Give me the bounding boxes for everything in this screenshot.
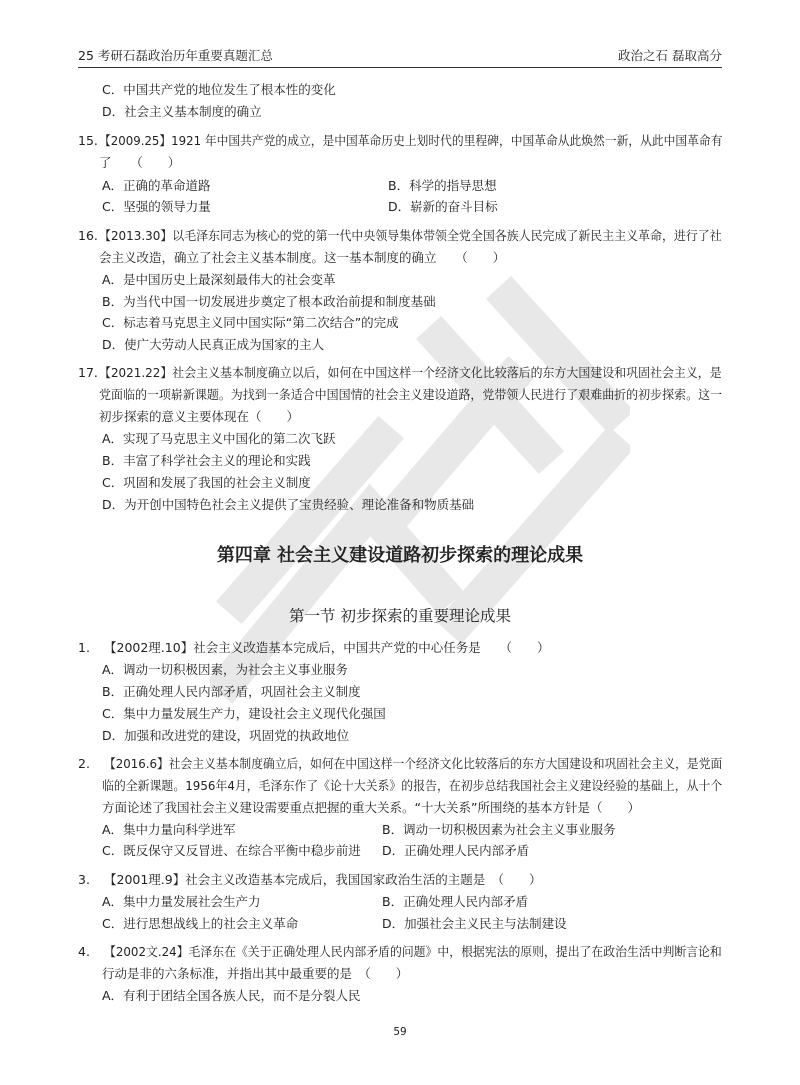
option-a: A．集中力量向科学进军 bbox=[102, 822, 236, 837]
question-number: 17. bbox=[78, 365, 98, 380]
header-title: 25 考研石磊政治历年重要真题汇总 bbox=[78, 48, 273, 63]
question-stem: 临的全新课题。1956年4月，毛泽东作了《论十大关系》的报告，在初步总结我国社会主义建设经验的基础上，从十个 bbox=[102, 778, 723, 793]
question-number: 3. bbox=[78, 872, 90, 887]
option-d: D．崭新的奋斗目标 bbox=[388, 199, 498, 214]
option-d: D．社会主义基本制度的确立 bbox=[102, 104, 262, 119]
option-a: A．集中力量发展社会生产力 bbox=[102, 894, 261, 909]
question-stem: 【2002理.10】社会主义改造基本完成后，中国共产党的中心任务是 （ ） bbox=[104, 640, 550, 655]
question-stem: 会主义改造，确立了社会主义基本制度。这一基本制度的确立 （ ） bbox=[99, 250, 506, 265]
question-stem: 了 （ ） bbox=[99, 155, 181, 170]
question-stem: 【2021.22】社会主义基本制度确立以后，如何在中国这样一个经济文化比较落后的东方大国建设和巩固社会主义，是 bbox=[99, 365, 722, 380]
question-stem: 【2001理.9】社会主义改造基本完成后，我国国家政治生活的主题是 （ ） bbox=[104, 872, 542, 887]
option-c: C．既反保守又反冒进、在综合平衡中稳步前进 bbox=[102, 843, 361, 858]
question-stem: 【2013.30】以毛泽东同志为核心的党的第一代中央领导集体带领全党全国各族人民完成了新民主主义革命，进行了社 bbox=[99, 228, 722, 243]
header-divider bbox=[78, 67, 722, 68]
question-stem: 初步探索的意义主要体现在（ ） bbox=[99, 409, 300, 424]
option-b: B．丰富了科学社会主义的理论和实践 bbox=[102, 453, 311, 468]
question-number: 2. bbox=[78, 756, 90, 771]
question-stem: 党面临的一项崭新课题。为找到一条适合中国国情的社会主义建设道路，党带领人民进行了艰难曲折的初步探索。这一 bbox=[99, 387, 723, 402]
option-c: C．中国共产党的地位发生了根本性的变化 bbox=[102, 82, 336, 97]
page-number: 59 bbox=[393, 1026, 407, 1038]
question-number: 4. bbox=[78, 944, 90, 959]
option-c: C．进行思想战线上的社会主义革命 bbox=[102, 916, 299, 931]
option-b: B．科学的指导思想 bbox=[388, 178, 497, 193]
option-a: A．实现了马克思主义中国化的第二次飞跃 bbox=[102, 431, 336, 446]
section-title: 第一节 初步探索的重要理论成果 bbox=[289, 607, 511, 625]
option-d: D．加强社会主义民主与法制建设 bbox=[382, 916, 567, 931]
option-c: C．集中力量发展生产力，建设社会主义现代化强国 bbox=[102, 706, 386, 721]
option-a: A．正确的革命道路 bbox=[102, 178, 211, 193]
option-b: B．为当代中国一切发展进步奠定了根本政治前提和制度基础 bbox=[102, 294, 436, 309]
question-number: 16. bbox=[78, 228, 98, 243]
option-b: B．调动一切积极因素为社会主义事业服务 bbox=[382, 822, 616, 837]
question-stem: 行动是非的六条标准，并指出其中最重要的是 （ ） bbox=[102, 966, 409, 981]
question-number: 1. bbox=[78, 640, 90, 655]
question-stem: 【2016.6】社会主义基本制度确立后，如何在中国这样一个经济文化比较落后的东方大国建设和巩固社会主义，是党面 bbox=[104, 756, 723, 771]
question-stem: 【2009.25】1921 年中国共产党的成立，是中国革命历史上划时代的里程碑，中国革命从此焕然一新，从此中国革命有 bbox=[99, 133, 723, 148]
header-slogan: 政治之石 磊取高分 bbox=[618, 48, 722, 63]
option-d: D．使广大劳动人民真正成为国家的主人 bbox=[102, 337, 325, 352]
option-a: A．是中国历史上最深刻最伟大的社会变革 bbox=[102, 272, 336, 287]
option-d: D．正确处理人民内部矛盾 bbox=[382, 843, 530, 858]
question-stem: 【2002文.24】毛泽东在《关于正确处理人民内部矛盾的问题》中，根据宪法的原则，提出了在政治生活中判断言论和 bbox=[104, 944, 722, 959]
option-c: C．标志着马克思主义同中国实际“第二次结合”的完成 bbox=[102, 315, 399, 330]
option-a: A．调动一切积极因素，为社会主义事业服务 bbox=[102, 662, 349, 677]
option-c: C．坚强的领导力量 bbox=[102, 199, 211, 214]
question-number: 15. bbox=[78, 133, 98, 148]
option-d: D．为开创中国特色社会主义提供了宝贵经验、理论准备和物质基础 bbox=[102, 497, 475, 512]
option-c: C．巩固和发展了我国的社会主义制度 bbox=[102, 475, 311, 490]
question-stem: 方面论述了我国社会主义建设需要重点把握的重大关系。“十大关系”所围绕的基本方针是（ ） bbox=[102, 800, 640, 815]
option-a: A．有利于团结全国各族人民，而不是分裂人民 bbox=[102, 988, 361, 1003]
option-d: D．加强和改进党的建设，巩固党的执政地位 bbox=[102, 728, 350, 743]
option-b: B．正确处理人民内部矛盾，巩固社会主义制度 bbox=[102, 684, 361, 699]
option-b: B．正确处理人民内部矛盾 bbox=[382, 894, 529, 909]
chapter-title: 第四章 社会主义建设道路初步探索的理论成果 bbox=[216, 545, 584, 566]
